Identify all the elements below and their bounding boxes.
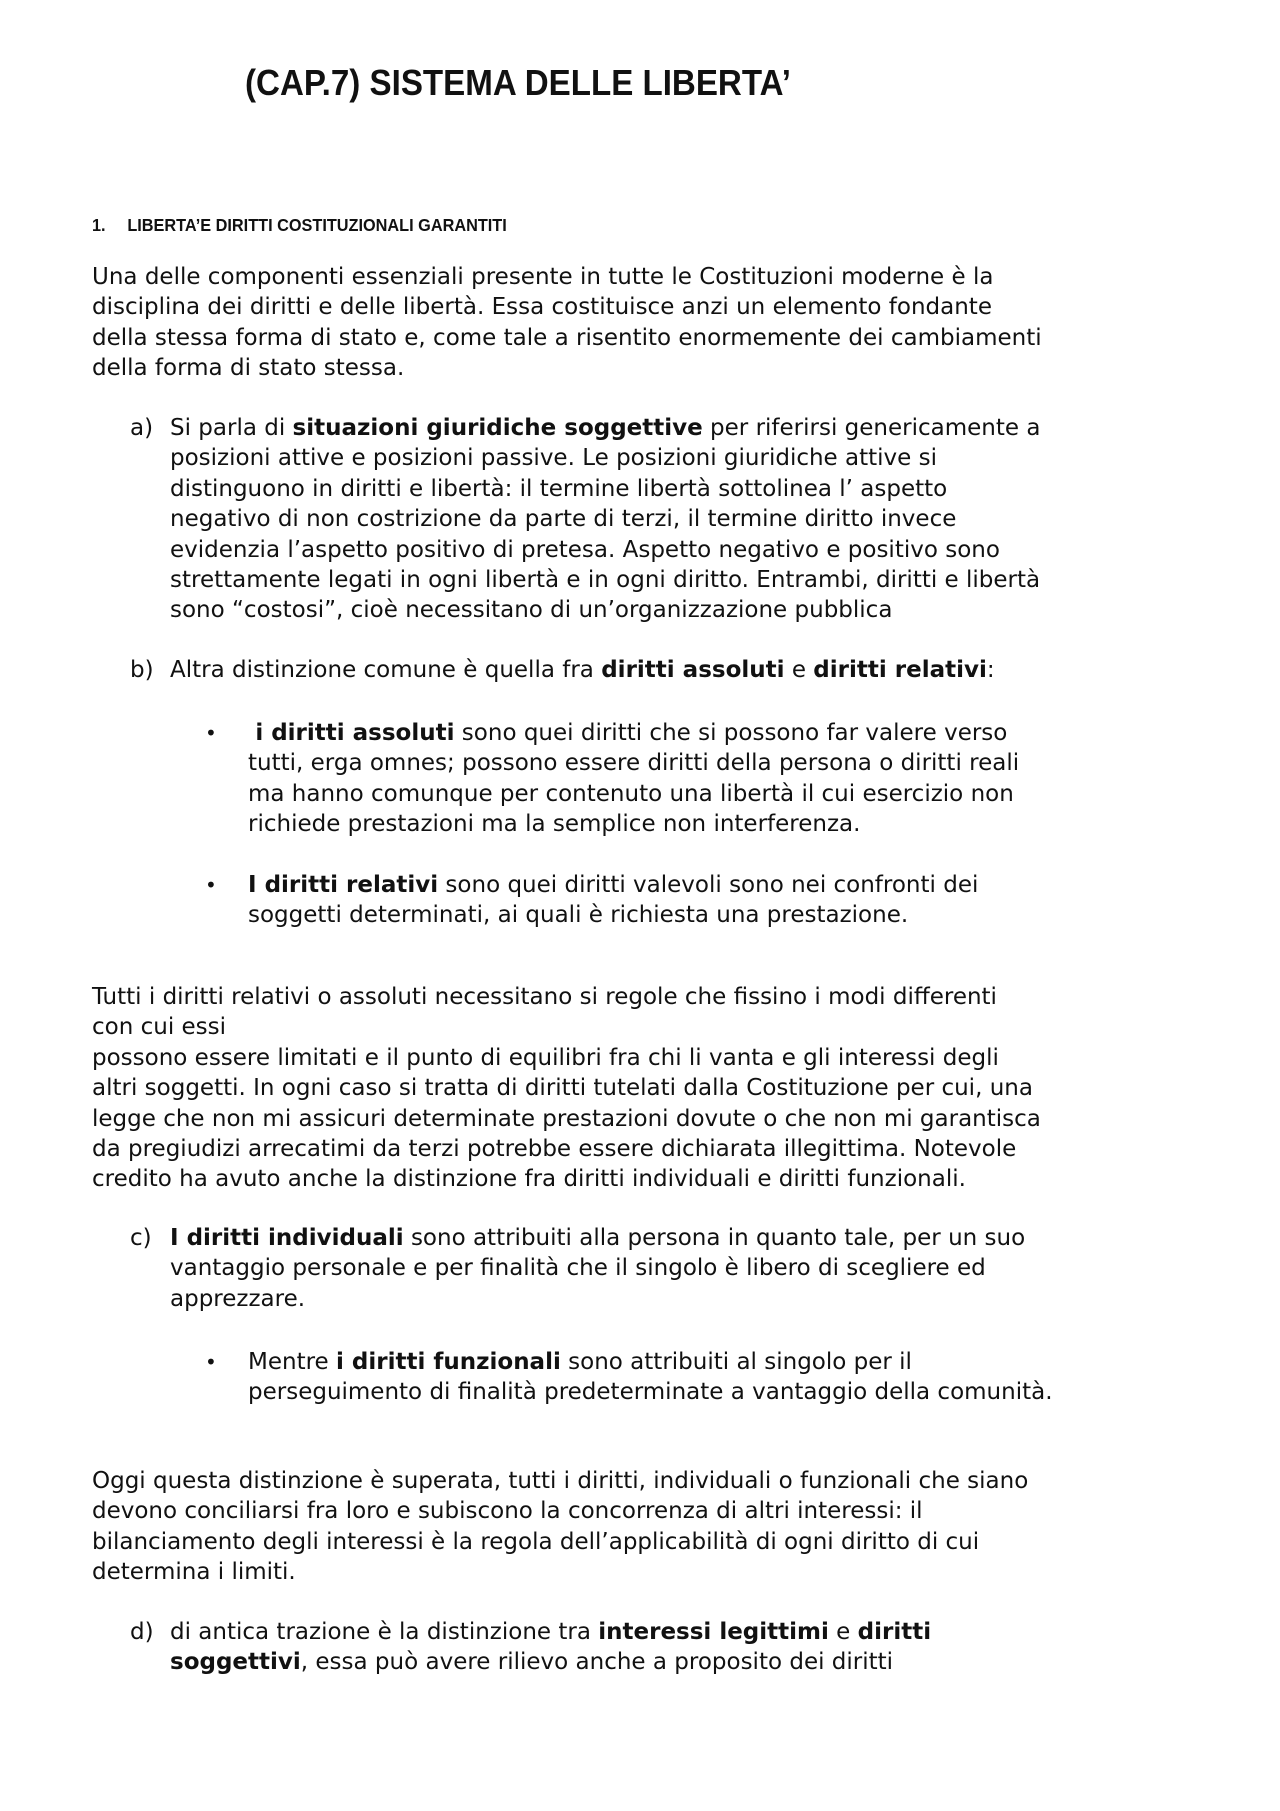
text-line: ma hanno comunque per contenuto una libertà il cui esercizio non bbox=[248, 780, 1014, 807]
bullet-icon: • bbox=[205, 721, 217, 745]
text-line: Una delle componenti essenziali presente in tutte le Costituzioni moderne è la bbox=[92, 264, 994, 290]
text-line: da pregiudizi arrecatimi da terzi potrebbe essere dichiarata illegittima. Notevole bbox=[92, 1136, 1017, 1163]
list-item-text bbox=[170, 1617, 1180, 1678]
list-marker: c) bbox=[130, 1225, 152, 1251]
text-line: con cui essi bbox=[92, 1014, 227, 1041]
text-line: apprezzare. bbox=[170, 1285, 306, 1312]
text-line: della forma di stato stessa. bbox=[92, 355, 405, 382]
text-line: Tutti i diritti relativi o assoluti necessitano si regole che fissino i modi differenti bbox=[92, 984, 997, 1010]
text-line: Mentre i diritti funzionali sono attribuiti al singolo per il bbox=[248, 1349, 912, 1375]
paragraph-balancing bbox=[92, 1466, 1172, 1588]
text-line: legge che non mi assicuri determinate prestazioni dovute o che non mi garantisca bbox=[92, 1105, 1041, 1132]
text-line: disciplina dei diritti e delle libertà. Essa costituisce anzi un elemento fondante bbox=[92, 294, 992, 321]
paragraph-limits bbox=[92, 982, 1172, 1195]
text-line: soggettivi, essa può avere rilievo anche a proposito dei diritti bbox=[170, 1649, 894, 1676]
text-line: di antica trazione è la distinzione tra interessi legittimi e diritti bbox=[170, 1619, 932, 1645]
text-line: negativo di non costrizione da parte di terzi, il termine diritto invece bbox=[170, 506, 957, 533]
text-line: devono conciliarsi fra loro e subiscono la concorrenza di altri interessi: il bbox=[92, 1498, 923, 1525]
bullet-icon: • bbox=[205, 1350, 217, 1374]
text-line: perseguimento di finalità predeterminate a vantaggio della comunità. bbox=[248, 1379, 1053, 1406]
list-marker: b) bbox=[130, 657, 154, 683]
text-line: strettamente legati in ogni libertà e in ogni diritto. Entrambi, diritti e libertà bbox=[170, 567, 1041, 594]
bullet-icon: • bbox=[205, 873, 217, 897]
text-line: posizioni attive e posizioni passive. Le posizioni giuridiche attive si bbox=[170, 445, 937, 472]
bullet-text bbox=[248, 870, 1178, 931]
text-line: richiede prestazioni ma la semplice non interferenza. bbox=[248, 811, 861, 838]
list-marker: a) bbox=[130, 415, 154, 441]
text-line: possono essere limitati e il punto di equilibri fra chi li vanta e gli interessi degli bbox=[92, 1044, 999, 1071]
text-line: vantaggio personale e per finalità che il singolo è libero di scegliere ed bbox=[170, 1255, 986, 1282]
list-marker: d) bbox=[130, 1619, 154, 1645]
section-heading bbox=[92, 215, 507, 236]
text-line: credito ha avuto anche la distinzione fra diritti individuali e diritti funzionali. bbox=[92, 1166, 966, 1193]
list-item-text bbox=[170, 1223, 1180, 1314]
section-title: LIBERTA’E DIRITTI COSTITUZIONALI GARANTITI bbox=[127, 215, 507, 235]
text-line: Oggi questa distinzione è superata, tutti i diritti, individuali o funzionali che siano bbox=[92, 1468, 1029, 1494]
list-item-text bbox=[170, 413, 1180, 626]
text-line: i diritti assoluti sono quei diritti che si possono far valere verso bbox=[255, 720, 1008, 746]
text-line: tutti, erga omnes; possono essere diritti della persona o diritti reali bbox=[248, 750, 1020, 777]
text-line: distinguono in diritti e libertà: il termine libertà sottolinea l’ aspetto bbox=[170, 475, 948, 502]
text-line: evidenzia l’aspetto positivo di pretesa. Aspetto negativo e positivo sono bbox=[170, 536, 1000, 563]
paragraph-intro bbox=[92, 262, 1172, 384]
bullet-text bbox=[248, 1347, 1178, 1408]
text-line: della stessa forma di stato e, come tale a risentito enormemente dei cambiamenti bbox=[92, 324, 1042, 351]
document-title: (CAP.7) SISTEMA DELLE LIBERTA’ bbox=[245, 62, 791, 103]
text-line: soggetti determinati, ai quali è richiesta una prestazione. bbox=[248, 902, 909, 929]
text-line: Si parla di situazioni giuridiche soggettive per riferirsi genericamente a bbox=[170, 415, 1041, 441]
text-line: I diritti individuali sono attribuiti alla persona in quanto tale, per un suo bbox=[170, 1225, 1026, 1251]
text-line: I diritti relativi sono quei diritti valevoli sono nei confronti dei bbox=[248, 872, 979, 898]
section-number: 1. bbox=[92, 215, 106, 235]
text-line: bilanciamento degli interessi è la regola dell’applicabilità di ogni diritto di cui bbox=[92, 1528, 980, 1555]
text-line: altri soggetti. In ogni caso si tratta di diritti tutelati dalla Costituzione per cui, una bbox=[92, 1075, 1033, 1102]
list-item-text: Altra distinzione comune è quella fra diritti assoluti e diritti relativi: bbox=[170, 657, 995, 683]
bullet-text bbox=[248, 718, 1178, 840]
text-line: sono “costosi”, cioè necessitano di un’organizzazione pubblica bbox=[170, 597, 893, 624]
text-line: determina i limiti. bbox=[92, 1559, 296, 1586]
